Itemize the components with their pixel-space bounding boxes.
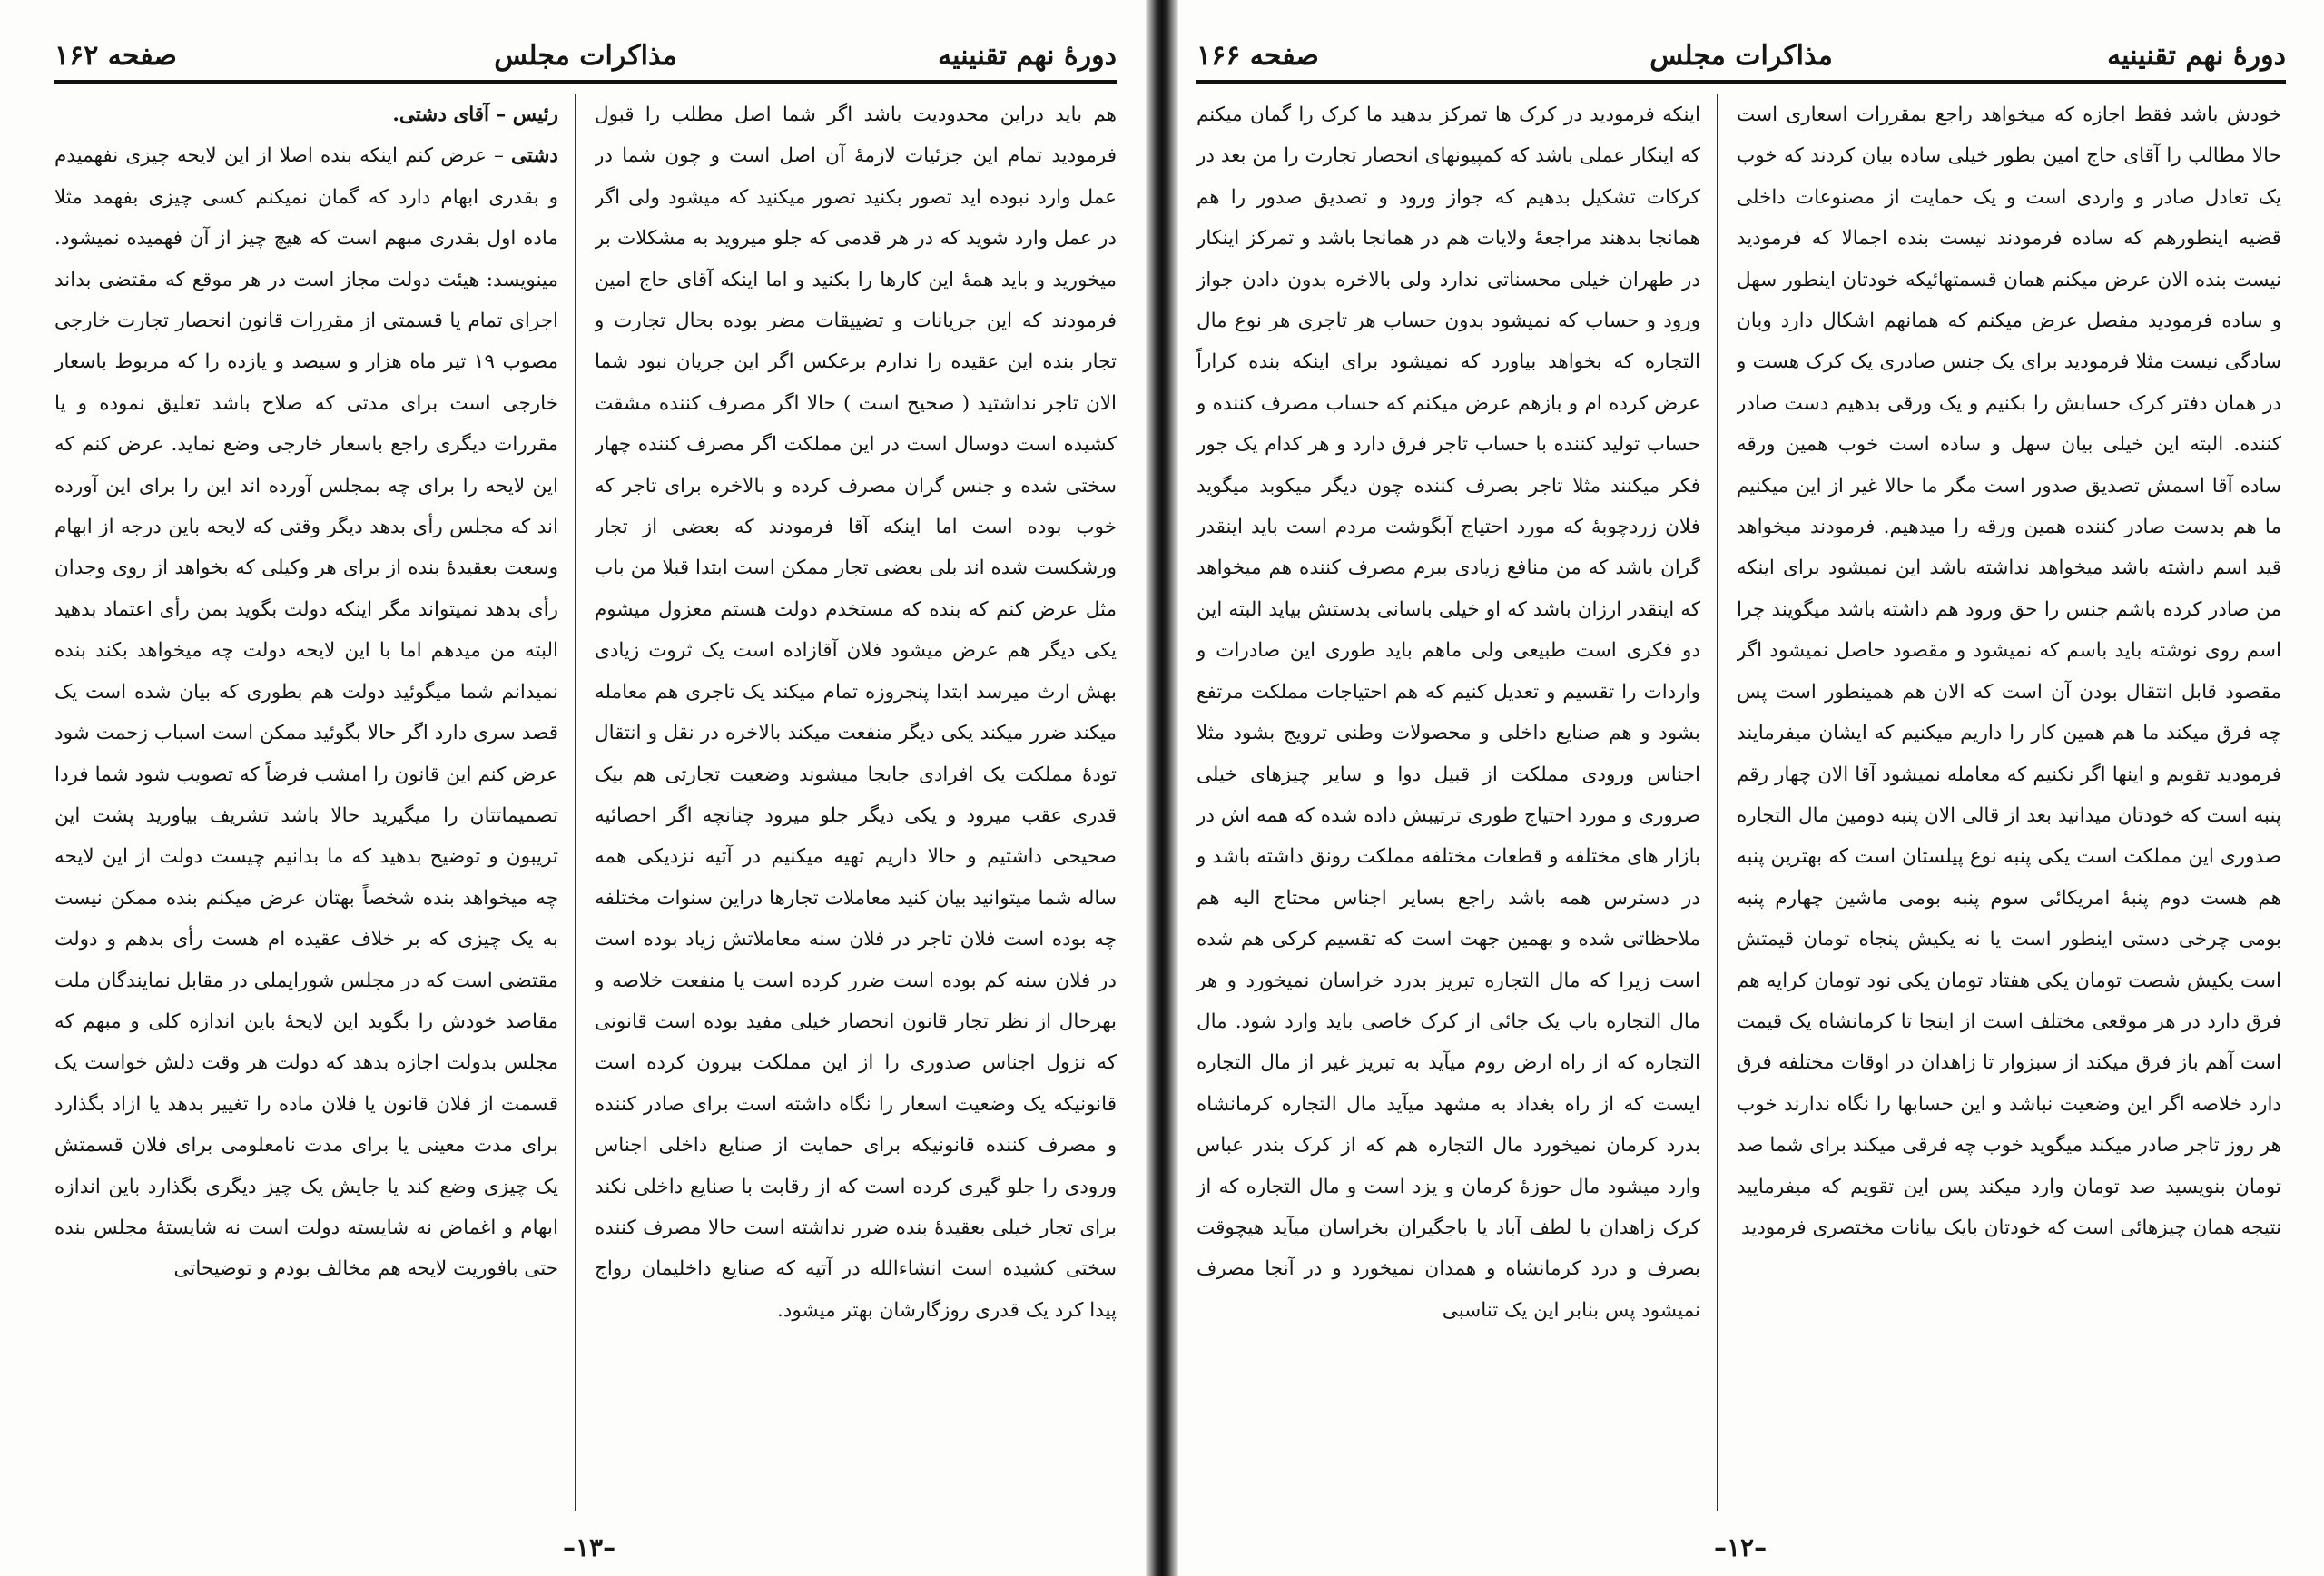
- book-gutter: [1146, 0, 1178, 1576]
- folio-number: –۱۲–: [1714, 1532, 1768, 1562]
- left-page: [0, 0, 1146, 1576]
- page-number-label: صفحه ۱۶۶: [1196, 40, 1319, 72]
- folio-number: –۱۳–: [563, 1532, 616, 1562]
- text-column-right: [595, 94, 1117, 1511]
- journal-title: مذاکرات مجلس: [1649, 40, 1833, 72]
- column-divider: [575, 94, 576, 1511]
- text-column-right: [1737, 94, 2281, 1511]
- speaker-line: رئیس – آقای دشتی.: [392, 103, 558, 126]
- session-title: دورهٔ نهم تقنینیه: [938, 40, 1117, 72]
- paragraph: خودش باشد فقط اجازه که میخواهد راجع بمقررات اسعاری است حالا مطالب را آقای حاج امین بطور خیلی ساده بیان کردند که خوب یک تعادل صادر و واردی است و یک حمایت از مصنوعات داخلی قضیه اینطورهم که ساده فرمودند نیست بنده اجمالا که فرمودید نیست بنده الان عرض میکنم همان قسمتهائیکه خودتان اینطور سهل و ساده فرمودید مفصل عرض میکنم که همانهم اشکال دارد وبان سادگی نیست مثلا فرمودید برای یک جنس صادری یک کرک هست و در همان دفتر کرک حسابش را بکنیم و یک ورقی بدهیم دست صادر کننده. البته این خیلی بیان سهل و ساده است خوب همین ورقه ساده آقا اسمش تصدیق صدور است مگر ما حالا غیر از این میکنیم ما هم بدست صادر کننده همین ورقه را میدهیم. فرمودند میخواهد قید اسم داشته باشد میخواهد نداشته باشد این نمیشود برای اینکه من صادر کرده باشم جنس را حق ورود هم داشته باشد میگویند چرا اسم روی نوشته باید باسم که نمیشود و مقصود حاصل نمیشود اگر مقصود قابل انتقال بودن آن است که الان هم همینطور است پس چه فرق میکند ما هم همین کار را داریم میکنیم که ایشان میفرمایند فرمودید تقویم و اینها اگر نکنیم که معامله نمیشود آقا الان چهار رقم پنبه است که خودتان میدانید بعد از قالی الان پنبه دومین مال التجاره صدوری این مملکت است یکی پنبه نوع پیلستان است که بهترین پنبه هم هست دوم پنبهٔ امریکائی سوم پنبه بومی ماشین چهارم پنبه بومی چرخی دستی اینطور است یا نه یکیش پنجاه تومان قیمتش است یکیش شصت تومان یکی هفتاد تومان یکی نود تومان کرایه هم فرق دارد در هر موقعی مختلف است از اینجا تا کرمانشاه یک قیمت است آهم باز فرق میکند از سبزوار تا زاهدان در اوقات مختلفه فرق دارد خلاصه اگر این وضعیت نباشد و این حسابها را نگاه ندارند خوب هر روز تاجر صادر میکند میگوید خوب چه فرقی میکند برای شما صد تومان بنویسید صد تومان وارد میکند پس این تقویم که میفرمایید نتیجه همان چیزهائی است که خودتان بایک بیانات مختصری فرمودید: [1737, 103, 2281, 1239]
- journal-title: مذاکرات مجلس: [494, 40, 677, 72]
- paragraph: [54, 135, 558, 1289]
- paragraph: هم باید دراین محدودیت باشد اگر شما اصل مطلب را قبول فرمودید تمام این جزئیات لازمهٔ آن اصل است و چون شما در عمل وارد نبوده اید تصور بکنید تصور میکنید که میشود ولی اگر در عمل وارد شوید که در هر قدمی که جلو میروید به مشکلات بر میخورید و باید همهٔ این کارها را بکنید و اما اینکه آقای حاج امین فرمودند که این جریانات و تضییقات مضر بوده بحال تجارت و تجار بنده این عقیده را ندارم برعکس اگر این جریان نبود شما الان تاجر نداشتید ( صحیح است ) حالا اگر مصرف کننده مشقت کشیده است دوسال است در این مملکت اگر مصرف کننده چهار سختی شده و جنس گران مصرف کرده و بالاخره برای تاجر که خوب بوده است اما اینکه آقا فرمودند که بعضی از تجار ورشکست شده اند بلی بعضی تجار ممکن است ابتدا قبلا من باب مثل عرض کنم که بنده که مستخدم دولت هستم معزول میشوم یکی دیگر هم عرض میشود فلان آقازاده است یک ثروت زیادی بهش ارث میرسد ابتدا پنجروزه تمام میکند یک تاجری هم معامله میکند ضرر میکند یکی دیگر منفعت میکند بالاخره در نقل و انتقال تودهٔ مملکت یک افرادی جابجا میشوند وضعیت تجارتی هم بیک قدری عقب میرود و یکی دیگر جلو میرود چنانچه اگر احصائیه صحیحی داشتیم و حالا داریم تهیه میکنیم در آتیه نزدیکی همه ساله شما میتوانید بیان کنید معاملات تجارها دراین سنوات مختلفه چه بوده است فلان تاجر در فلان سنه معاملاتش زیاد بوده است در فلان سنه کم بوده است ضرر کرده است یا منفعت خلاصه و بهرحال از نظر تجار قانون انحصار خیلی مفید بوده است قانونی که نزول اجناس صدوری را از این مملکت بیرون کرده است قانونیکه یک وضعیت اسعار را نگاه داشته است برای صادر کننده و مصرف کننده قانونیکه برای حمایت از صنایع داخلی اجناس ورودی را جلو گیری کرده است که از رقابت با صنایع داخلی نکند برای تجار خیلی بعقیدهٔ بنده ضرر نداشته است حالا مصرف کننده سختی کشیده است انشاءالله در آتیه که صنایع داخلیمان رواج پیدا کرد یک قدری روزگارشان بهتر میشود.: [595, 103, 1117, 1322]
- text-column-left: [54, 94, 558, 1511]
- session-title: دورهٔ نهم تقنینیه: [2107, 40, 2286, 72]
- column-divider: [1717, 94, 1718, 1511]
- text-column-left: [1196, 94, 1700, 1511]
- paragraph: اینکه فرمودید در کرک ها تمرکز بدهید ما کرک را گمان میکنم که اینکار عملی باشد که کمپیونهای انحصار تجارت را من بعد در کرکات تشکیل بدهیم که جواز ورود و تصدیق صدور را هم همانجا بدهند مراجعهٔ ولایات هم در همانجا باشد و تمرکز اینکار در طهران خیلی محسناتی ندارد ولی بالاخره بدون دادن جواز ورود و حساب که نمیشود بدون حساب هر تاجری هر نوع مال التجاره که بخواهد بیاورد که نمیشود برای اینکه بنده کراراً عرض کرده ام و بازهم عرض میکنم که حساب مصرف کننده و حساب تولید کننده با حساب تاجر فرق دارد و هر کدام یک جور فکر میکنند مثلا تاجر بصرف کننده چون دیگر میکوبد میگوید فلان زردچوبهٔ که مورد احتیاج آبگوشت مردم است باید اینقدر گران باشد که من منافع زیادی ببرم مصرف کننده هم میخواهد که اینقدر ارزان باشد که او خیلی باسانی بدستش بیاید البته این دو فکری است طبیعی ولی ماهم باید طوری این صادرات و واردات را تقسیم و تعدیل کنیم که هم احتیاجات مملکت مرتفع بشود و هم صنایع داخلی و محصولات وطنی ترویج بشود مثلا اجناس ورودی مملکت از قبیل دوا و سایر چیزهای خیلی ضروری و مورد احتیاج طوری ترتیبش داده شده که همه اش در بازار های مختلفه و قطعات مختلفه مملکت رونق داشته باشد و در دسترس همه باشد راجع بسایر اجناس محتاج الیه هم ملاحظاتی شده و بهمین جهت است که تقسیم کرکی هم شده است زیرا که مال التجاره تبریز بدرد خراسان نمیخورد و هر مال التجاره باب یک جائی از کرک خاصی باید وارد شود. مال التجاره که از راه ارض روم میآید به تبریز غیر از مال التجاره ایست که از راه بغداد به مشهد میآید مال التجاره کرمانشاه بدرد کرمان نمیخورد مال التجاره هم که از کرک بندر عباس وارد میشود مال حوزهٔ کرمان و یزد است و مال التجاره که از کرک زاهدان یا لطف آباد یا باجگیران بخراسان میآید هیچوقت بصرف و درد کرمانشاه و همدان نمیخورد و در آنجا مصرف نمیشود پس بنابر این یک تناسبی: [1196, 103, 1700, 1322]
- speech-text: – عرض کنم اینکه بنده اصلا از این لایحه چیزی نفهمیدم و بقدری ابهام دارد که گمان نمیکنم کسی چیزی بفهمد مثلا ماده اول بقدری مبهم است که هیچ چیز از آن فهمیده نمیشود. مینویسد: هیئت دولت مجاز است در هر موقع که مقتضی بداند اجرای تمام یا قسمتی از مقررات قانون انحصار تجارت خارجی مصوب ۱۹ تیر ماه هزار و سیصد و یازده را که مربوط باسعار خارجی است برای مدتی که صلاح باشد تعلیق نموده و یا مقررات دیگری راجع باسعار خارجی وضع نماید. عرض کنم که این لایحه را برای چه بمجلس آورده اند این را برای این آورده اند که مجلس رأی بدهد دیگر وقتی که لایحه باین درجه از ابهام وسعت بعقیدهٔ بنده از برای هر وکیلی که بخواهد از روی وجدان رأی بدهد نمیتواند مگر اینکه دولت بگوید بمن رأی اعتماد بدهید البته من میدهم اما با این لایحه دولت چه میخواهد بکند بنده نمیدانم شما میگوئید دولت هم بطوری که بیان شده است یک قصد سری دارد اگر حالا بگوئید ممکن است اسباب زحمت شود عرض کنم این قانون را امشب فرضاً که تصویب شود شما فردا تصمیماتتان را میگیرید حالا باشد تشریف بیاورید پشت این تریبون و توضیح بدهید که ما بدانیم چیست دولت از این لایحه چه میخواهد بنده شخصاً بهتان عرض میکنم بنده ممکن نیست به یک چیزی که بر خلاف عقیده ام هست رأی بدهم و دولت مقتضی است که در مجلس شورایملی در مقابل نمایندگان ملت مقاصد خودش را بگوید این لایحهٔ باین اندازه کلی و مبهم که مجلس بدولت اجازه بدهد که دولت هر وقت دلش خواست یک قسمت از فلان قانون یا فلان ماده را تغییر بدهد یا ازاد بگذارد برای مدت معینی یا برای مدت نامعلومی برای فلان قسمتش یک چیزی وضع کند یا جایش یک چیز دیگری بگذارد باین اندازه ابهام و اغماض نه شایسته دولت است نه شایستهٔ مجلس بنده حتی بافوریت لایحه هم مخالف بودم و توضیحاتی: [54, 144, 558, 1281]
- page-header: [54, 38, 1117, 84]
- page-header: [1196, 38, 2286, 84]
- page-number-label: صفحه ۱۶۲: [54, 40, 177, 72]
- speaker-name: دشتی: [511, 144, 558, 168]
- right-page: [1178, 0, 2324, 1576]
